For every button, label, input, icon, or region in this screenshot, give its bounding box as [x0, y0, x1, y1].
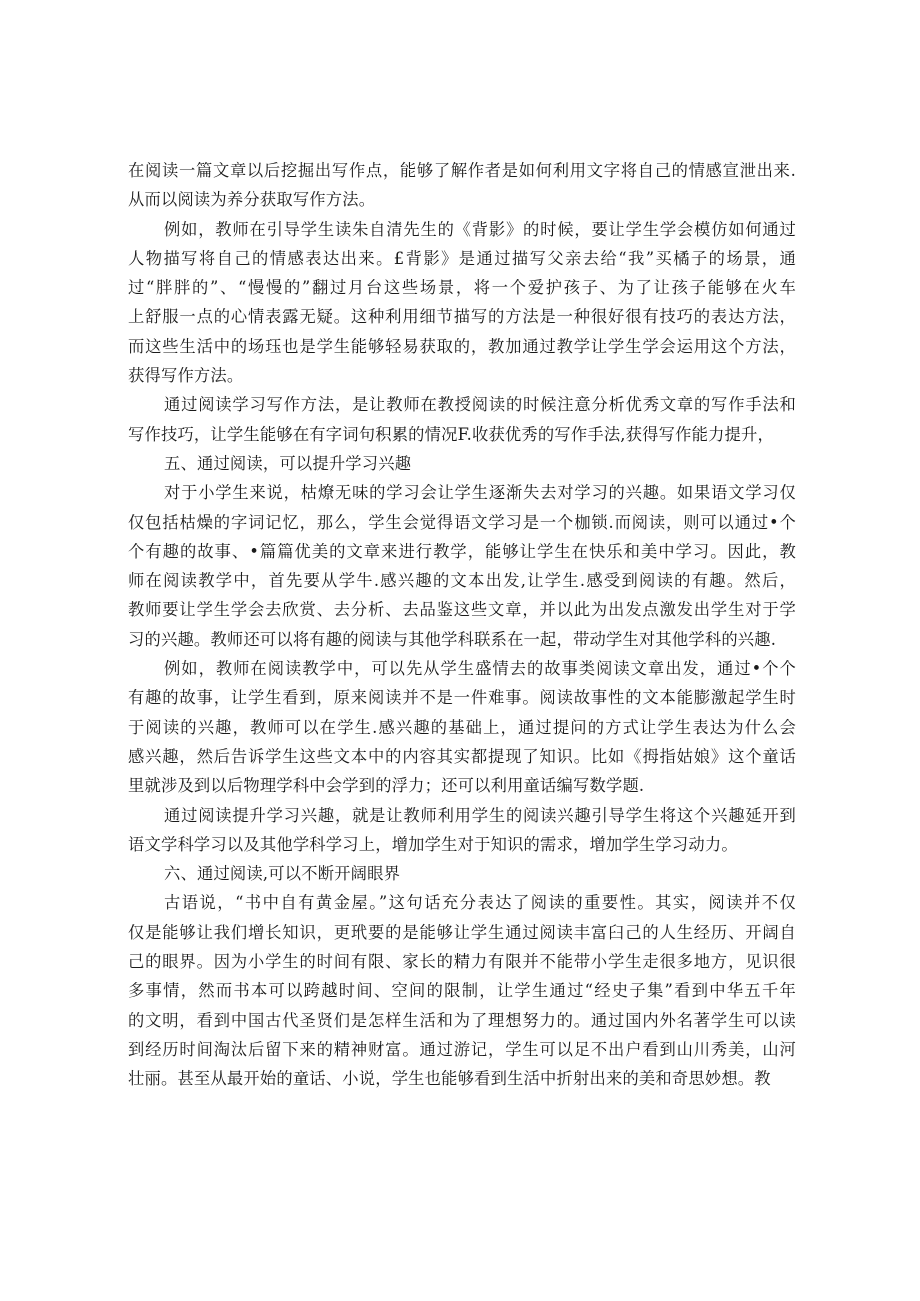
text-line: 个有趣的故事、•篇篇优美的文章来进行教学，能够让学生在快乐和美中学习。因此，教	[128, 541, 796, 561]
text-line: 通过阅读提升学习兴趣，就是让教师利用学生的阅读兴趣引导学生将这个兴趣延开到	[164, 805, 796, 825]
text-line: 于阅读的兴趣，教师可以在学生.感兴趣的基础上，通过提问的方式让学生表达为什么会	[128, 717, 796, 737]
text-line: 仅是能够让我们增长知识，更玳要的是能够让学生通过阅读丰富臼己的人生经历、开阔自	[128, 922, 796, 942]
text-line: 人物描写将自己的情感表达出来。£背影》是通过描写父亲去给“我”买橘子的场景，通	[128, 248, 796, 268]
text-line: 获得写作方法。	[128, 366, 244, 386]
text-line: 对于小学生来说，枯燎无味的学习会让学生逐渐失去对学习的兴趣。如果语文学习仅	[164, 483, 796, 503]
text-line: 例如，教师在阅读教学中，可以先从学生盛情去的故事类阅读文章出发，通过•个个	[164, 659, 796, 679]
text-line: 过“胖胖的”、“慢慢的”翻过月台这些场景，将一个爱护孩子、为了让孩子能够在火车	[128, 278, 796, 298]
paragraph	[128, 215, 796, 391]
text-line: 例如，教师在引导学生读朱自清先生的《背影》的时候，要让学生学会模仿如何通过	[164, 219, 796, 239]
text-line: 上舒服一点的心情表露无疑。这种利用细节描写的方法是一种很好很有技巧的表达方法，	[128, 307, 796, 327]
document-body	[128, 156, 796, 1094]
text-line: 古语说，“书中自有黄金屋。”这句话充分表达了阅读的重要性。其实，阅读并不仅	[164, 893, 796, 913]
text-line: 师在阅读教学中，首先要从学牛.感兴趣的文本出发,让学生.感受到阅读的有趣。然后，	[128, 571, 796, 591]
text-line: 有趣的故事，让学生看到，原来阅读并不是一件难事。阅读故事性的文本能膨激起学生时	[128, 688, 796, 708]
text-line: 感兴趣，然后告诉学生这些文本中的内容其实都提现了知识。比如《拇指姑娘》这个童话	[128, 746, 796, 766]
text-line: 里就涉及到以后物理学科中会学到的浮力；还可以利用童话编写数学题.	[128, 776, 645, 796]
text-line: 习的兴趣。教师还可以将有趣的阅读与其他学科联系在一起，带动学生对其他学科的兴趣.	[128, 629, 777, 649]
text-line: 而这些生活中的场珏也是学生能够轻易获取的，教加通过教学让学生学会运用这个方法，	[128, 336, 796, 356]
paragraph	[128, 390, 796, 449]
text-line: 在阅读一篇文章以后挖掘出写作点，能够了解作者是如何利用文字将自己的情感宣泄出来.	[128, 161, 796, 180]
paragraph	[128, 888, 796, 1093]
text-line: 到经历时间淘汰后留下来的精神财富。通过游记，学生可以足不出户看到山川秀美，山河	[128, 1039, 796, 1059]
text-line: 仅包括枯燥的字词记忆，那么，学生会觉得语文学习是一个枷锁.而阅读，则可以通过•个	[128, 512, 796, 532]
paragraph	[128, 801, 796, 860]
section-heading: 五、通过阅读，可以提升学习兴趣	[164, 453, 412, 473]
paragraph	[128, 156, 796, 215]
paragraph	[128, 478, 796, 654]
text-line: 语文学科学习以及其他学科学习上，增加学生对于知识的需求，增加学生学习动力。	[128, 834, 738, 854]
text-line: 壮丽。甚至从最开始的童话、小说，学生也能够看到生活中折射出来的美和奇思妙想。教	[128, 1069, 771, 1089]
text-line: 多事情，然而书本可以跨越时间、空间的限制，让学生通过“经史子集”看到中华五千年	[128, 981, 796, 1001]
paragraph	[128, 654, 796, 800]
text-line: 教师要让学生学会去欣赏、去分析、去品鉴这些文章，并以此为出发点激发出学生对于学	[128, 600, 796, 620]
text-line: 己的眼界。因为小学生的时间有限、家长的精力有限并不能带小学生走很多地方，见识很	[128, 952, 796, 972]
section-heading: 六、通过阅读,可以不断开阔眼界	[164, 864, 401, 884]
text-line: 写作技巧，让学生能够在有字词句积累的情况F.收获优秀的写作手法,获得写作能力提升，	[128, 424, 775, 444]
text-line: 从而以阅读为养分获取写作方法。	[128, 190, 376, 210]
text-line: 的文明，看到中国古代圣贤们是怎样生活和为了理想努力的。通过国内外名著学生可以读	[128, 1010, 796, 1030]
text-line: 通过阅读学习写作方法，是让教师在教授阅读的时候注意分析优秀文章的写作手法和	[164, 395, 796, 415]
